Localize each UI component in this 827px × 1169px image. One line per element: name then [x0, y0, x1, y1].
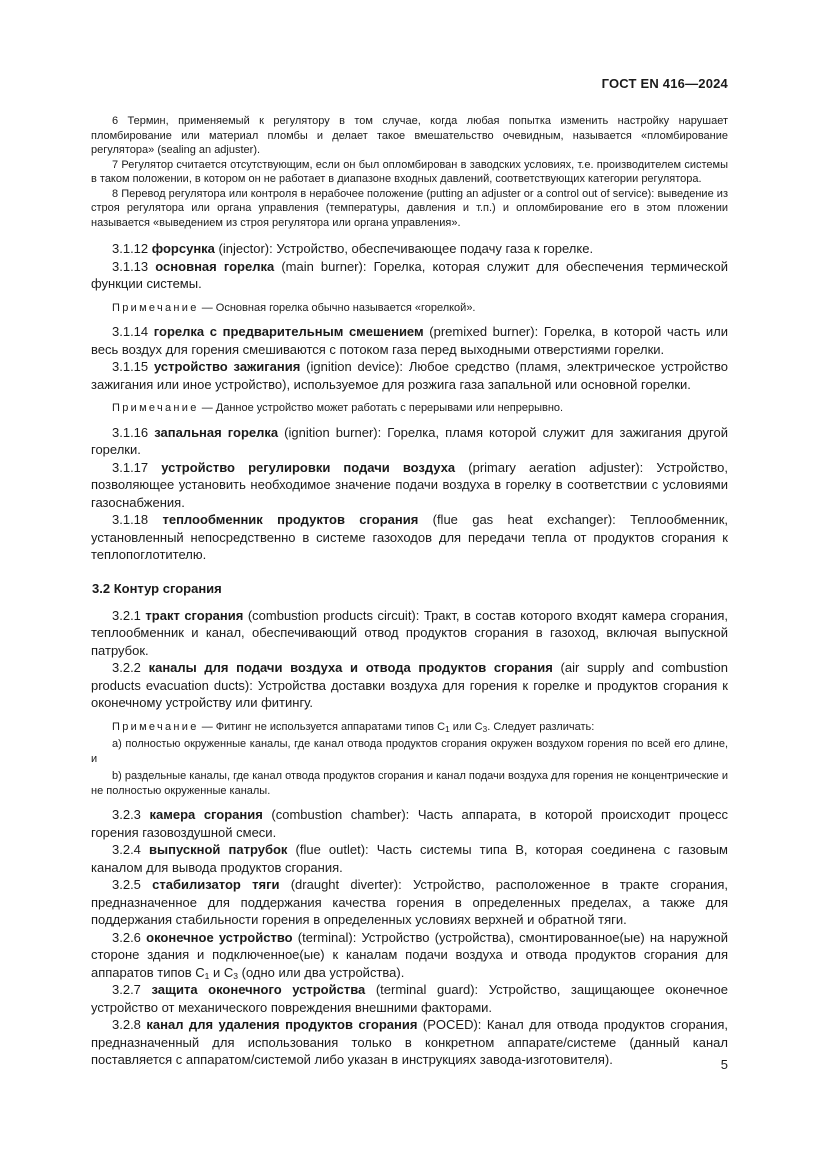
term-definition: (combustion products circuit): Тракт, в состав которого входят камера сгорания, теплообменник и канал, обеспечивающий отвод продуктов сгорания в газоход, включая выпускной патрубок. [91, 607, 728, 658]
term-3-2-2 [91, 659, 728, 712]
document-header: ГОСТ EN 416—2024 [601, 76, 728, 91]
term-definition: (terminal guard): Устройство, защищающее оконечное устройство от механического повреждения внешними факторами. [91, 982, 728, 1015]
term-number: 3.2.4 [112, 842, 141, 857]
note-text: — Основная горелка обычно называется «горелкой». [198, 301, 476, 314]
page-number: 5 [720, 1057, 728, 1072]
note-item-b: b) раздельные каналы, где канал отвода продуктов сгорания и канал подачи воздуха для горения не концентрические и не полностью окруженные каналы. [91, 770, 728, 797]
term-name: основная горелка [155, 258, 275, 274]
term-number: 3.1.17 [112, 459, 149, 475]
term-name: устройство регулировки подачи воздуха [161, 459, 456, 475]
subscript: 3 [233, 970, 239, 981]
term-definition: (premixed burner): Горелка, в которой часть или весь воздух для горения смешиваются с потоком газа перед выходными отверстиями горелки. [91, 324, 728, 357]
term-definition: (flue outlet): Часть системы типа B, которая соединена с газовым каналом для вывода продуктов сгорания. [91, 842, 728, 875]
subscript: 3 [482, 723, 488, 734]
term-name: канал для удаления продуктов сгорания [146, 1017, 418, 1032]
note-text: . Следует различать: [487, 720, 595, 733]
term-name: форсунка [151, 241, 215, 256]
term-3-2-3 [91, 806, 728, 841]
term-definition: (draught diverter): Устройство, расположенное в тракте сгорания, предназначенное для поддержания качества горения в определенных пределах, а также для поддержания стабильности горения в определенных условиях верхней и обратной тяги. [91, 877, 728, 927]
term-definition: (ignition burner): Горелка, пламя которой служит для зажигания другой горелки. [91, 424, 728, 457]
term-name: выпускной патрубок [149, 842, 288, 857]
term-name: каналы для подачи воздуха и отвода продуктов сгорания [148, 660, 553, 675]
note-fitting [91, 720, 728, 735]
term-3-2-7 [91, 981, 728, 1016]
term-number: 3.2.8 [112, 1017, 141, 1032]
note-6: 6 Термин, применяемый к регулятору в том случае, когда любая попытка изменить настройку нарушает пломбирование или материал пломбы и делает такое вмешательство очевидным, называется «пломбирование регулятора» (sealing an adjuster). [91, 115, 728, 156]
term-number: 3.2.5 [112, 877, 141, 892]
term-name: теплообменник продуктов сгорания [162, 512, 419, 527]
term-name: стабилизатор тяги [152, 877, 280, 892]
term-3-2-4 [91, 841, 728, 876]
term-definition: (одно или два устройства). [238, 964, 405, 980]
term-3-1-15 [91, 358, 728, 393]
note-label: Примечание [112, 720, 199, 733]
term-number: 3.2.6 [112, 929, 141, 945]
note-ignition-device [91, 401, 728, 416]
note-label: Примечание [112, 301, 199, 314]
note-text: — Фитинг не используется аппаратами типов C [198, 720, 446, 733]
term-name: устройство зажигания [153, 359, 301, 374]
term-definition: (primary aeration adjuster): Устройство, позволяющее установить необходимое значение подачи воздуха в горелку в соответствии с условиями газоснабжения. [91, 459, 728, 510]
section-title: Контур сгорания [113, 580, 222, 596]
term-definition: (air supply and combustion products evacuation ducts): Устройства доставки воздуха для горения к горелке и продуктов сгорания к оконечному устройству или фитингу. [91, 660, 728, 710]
note-text: или C [449, 720, 483, 733]
term-3-1-14 [91, 323, 728, 358]
page-content [91, 114, 728, 1069]
section-number: 3.2 [92, 580, 111, 596]
subscript: 1 [445, 723, 450, 734]
term-definition: (terminal): Устройство (устройства), смонтированное(ые) на наружной стороне здания и подключенное(ые) к каналам подачи воздуха и отвода продуктов сгорания для аппаратов типов C [91, 929, 728, 980]
term-3-2-1 [91, 607, 728, 660]
term-number: 3.1.12 [112, 241, 149, 256]
term-number: 3.1.13 [112, 258, 149, 274]
term-3-1-13 [91, 258, 728, 293]
term-3-2-6 [91, 929, 728, 982]
term-definition: (main burner): Горелка, которая служит для обеспечения термической функции системы. [91, 258, 728, 291]
term-definition: и C [209, 964, 234, 980]
term-name: горелка с предварительным смешением [153, 324, 424, 339]
term-definition: (ignition device): Любое средство (пламя, электрическое устройство зажигания или иное устройство), используемое для розжига газа запальной или основной горелки. [91, 359, 728, 392]
note-8: 8 Перевод регулятора или контроля в нерабочее положение (putting an adjuster or a control out of service): выведение из строя регулятора или органа управления (температуры, давления и т.п.) и опломбирование его в этом пложении называется «выведением из строя регулятора или органа управления». [91, 187, 728, 229]
note-7: 7 Регулятор считается отсутствующим, если он был опломбирован в заводских условиях, т.е. производителем системы в таком положении, в котором он не работает в диапазоне входных давлений, соответствующих категории регулятора. [91, 158, 728, 185]
term-definition: (combustion chamber): Часть аппарата, в которой происходит процесс горения газовоздушной смеси. [91, 807, 728, 840]
term-number: 3.2.2 [112, 660, 141, 675]
term-3-2-8 [91, 1016, 728, 1069]
term-number: 3.2.7 [112, 982, 141, 997]
term-name: оконечное устройство [146, 929, 293, 945]
term-number: 3.2.1 [112, 607, 141, 623]
term-definition: (POCED): Канал для отвода продуктов сгорания, предназначенный для использования только в конкретном аппарате/системе (данный канал поставляется с аппаратом/системой либо указан в инструкциях завода-изготовителя). [91, 1017, 728, 1067]
term-definition: (flue gas heat exchanger): Теплообменник, установленный непосредственно в системе газоходов для передачи тепла от продуктов сгорания к теплопоглотителю. [91, 512, 728, 562]
term-number: 3.1.14 [112, 324, 149, 339]
term-number: 3.1.15 [112, 359, 149, 374]
term-definition: (injector): Устройство, обеспечивающее подачу газа к горелке. [214, 241, 594, 256]
note-text: — Данное устройство может работать с перерывами или непрерывно. [198, 402, 564, 414]
term-number: 3.1.16 [112, 424, 149, 440]
term-3-1-17 [91, 459, 728, 512]
term-3-2-5 [91, 876, 728, 929]
term-number: 3.1.18 [112, 512, 149, 527]
note-main-burner [91, 301, 728, 316]
term-number: 3.2.3 [112, 807, 141, 822]
note-label: Примечание [112, 402, 199, 414]
section-heading-3-2 [91, 580, 728, 597]
subscript: 1 [204, 970, 210, 981]
term-3-1-12 [91, 240, 728, 258]
term-name: запальная горелка [154, 424, 279, 440]
note-item-a: a) полностью окруженные каналы, где канал отвода продуктов сгорания окружен воздухом горения по всей его длине, и [91, 738, 728, 765]
term-name: защита оконечного устройства [151, 982, 366, 997]
term-name: тракт сгорания [145, 607, 244, 623]
term-3-1-18 [91, 511, 728, 564]
term-name: камера сгорания [149, 807, 263, 822]
term-3-1-16 [91, 424, 728, 459]
